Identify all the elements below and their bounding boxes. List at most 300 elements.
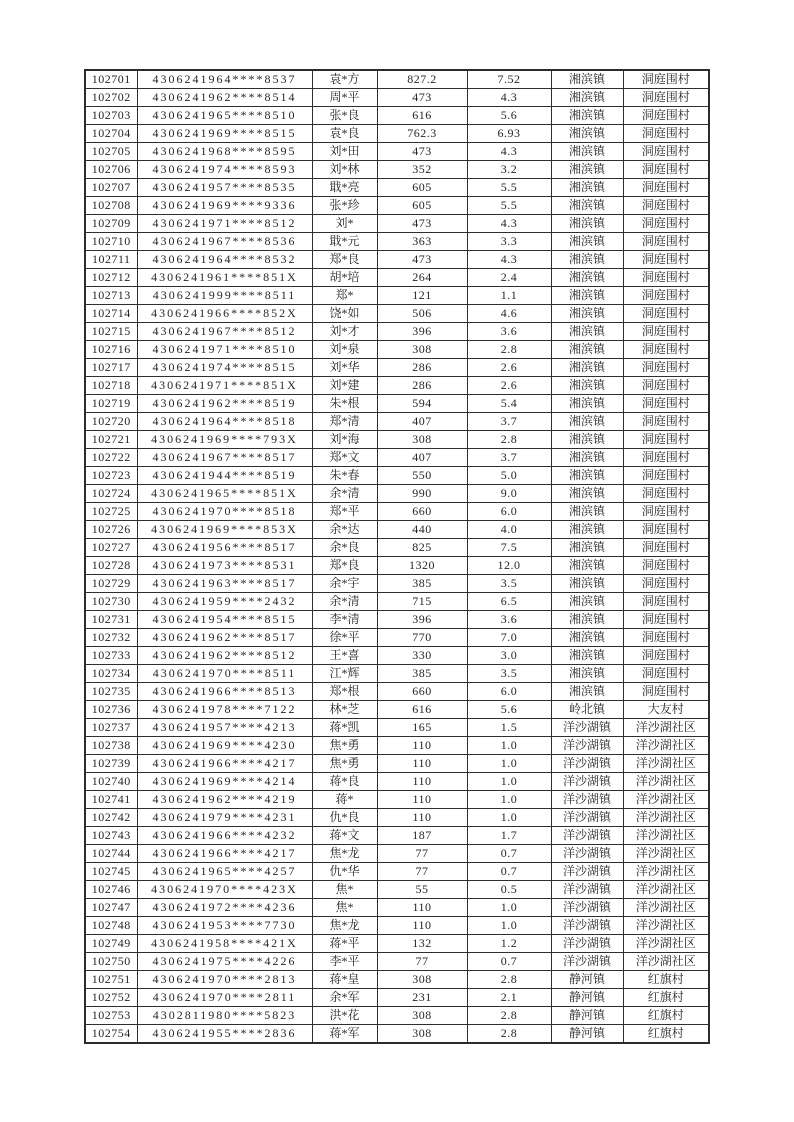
rate-cell: 2.6 [467,377,551,395]
id-cell: 4306241967****8512 [137,323,312,341]
village-cell: 洞庭围村 [623,413,709,431]
serial-cell: 102703 [85,107,137,125]
town-cell: 静河镇 [551,989,623,1007]
town-cell: 湘滨镇 [551,107,623,125]
name-cell: 刘*林 [312,161,377,179]
id-cell: 4306241971****851X [137,377,312,395]
town-cell: 湘滨镇 [551,161,623,179]
town-cell: 湘滨镇 [551,269,623,287]
village-cell: 洞庭围村 [623,269,709,287]
serial-cell: 102753 [85,1007,137,1025]
id-cell: 4306241962****8519 [137,395,312,413]
amount-cell: 308 [377,1025,467,1044]
serial-cell: 102711 [85,251,137,269]
village-cell: 洞庭围村 [623,341,709,359]
table-row [85,971,709,989]
village-cell: 洞庭围村 [623,70,709,89]
table-row [85,323,709,341]
name-cell: 刘*田 [312,143,377,161]
serial-cell: 102702 [85,89,137,107]
id-cell: 4306241964****8532 [137,251,312,269]
serial-cell: 102739 [85,755,137,773]
name-cell: 洪*花 [312,1007,377,1025]
rate-cell: 3.7 [467,449,551,467]
village-cell: 洞庭围村 [623,161,709,179]
village-cell: 红旗村 [623,971,709,989]
table-row [85,251,709,269]
amount-cell: 506 [377,305,467,323]
rate-cell: 0.7 [467,863,551,881]
id-cell: 4306241970****2813 [137,971,312,989]
serial-cell: 102747 [85,899,137,917]
name-cell: 蒋*皇 [312,971,377,989]
rate-cell: 3.6 [467,323,551,341]
id-cell: 4306241959****2432 [137,593,312,611]
amount-cell: 616 [377,107,467,125]
village-cell: 洋沙湖社区 [623,791,709,809]
town-cell: 湘滨镇 [551,683,623,701]
rate-cell: 9.0 [467,485,551,503]
town-cell: 湘滨镇 [551,125,623,143]
id-cell: 4306241962****8514 [137,89,312,107]
serial-cell: 102723 [85,467,137,485]
village-cell: 洞庭围村 [623,539,709,557]
table-row [85,467,709,485]
town-cell: 湘滨镇 [551,323,623,341]
rate-cell: 3.2 [467,161,551,179]
name-cell: 余*军 [312,989,377,1007]
town-cell: 静河镇 [551,1007,623,1025]
name-cell: 余*宇 [312,575,377,593]
name-cell: 袁*方 [312,70,377,89]
name-cell: 蒋*军 [312,1025,377,1044]
amount-cell: 440 [377,521,467,539]
id-cell: 4306241970****8511 [137,665,312,683]
rate-cell: 0.7 [467,845,551,863]
name-cell: 余*清 [312,485,377,503]
rate-cell: 5.4 [467,395,551,413]
amount-cell: 77 [377,845,467,863]
town-cell: 湘滨镇 [551,233,623,251]
town-cell: 湘滨镇 [551,629,623,647]
id-cell: 4306241969****4214 [137,773,312,791]
amount-cell: 308 [377,431,467,449]
town-cell: 湘滨镇 [551,467,623,485]
serial-cell: 102705 [85,143,137,161]
serial-cell: 102719 [85,395,137,413]
name-cell: 仇*良 [312,809,377,827]
serial-cell: 102726 [85,521,137,539]
village-cell: 洞庭围村 [623,485,709,503]
name-cell: 余*良 [312,539,377,557]
name-cell: 蒋*凯 [312,719,377,737]
serial-cell: 102736 [85,701,137,719]
town-cell: 湘滨镇 [551,377,623,395]
serial-cell: 102734 [85,665,137,683]
rate-cell: 6.93 [467,125,551,143]
village-cell: 洋沙湖社区 [623,863,709,881]
serial-cell: 102725 [85,503,137,521]
village-cell: 洋沙湖社区 [623,719,709,737]
rate-cell: 5.0 [467,467,551,485]
village-cell: 洞庭围村 [623,629,709,647]
town-cell: 湘滨镇 [551,647,623,665]
village-cell: 洞庭围村 [623,323,709,341]
table-row [85,233,709,251]
amount-cell: 55 [377,881,467,899]
table-row [85,791,709,809]
rate-cell: 7.0 [467,629,551,647]
amount-cell: 110 [377,755,467,773]
name-cell: 郑*根 [312,683,377,701]
town-cell: 湘滨镇 [551,143,623,161]
amount-cell: 286 [377,359,467,377]
town-cell: 岭北镇 [551,701,623,719]
amount-cell: 616 [377,701,467,719]
amount-cell: 110 [377,917,467,935]
id-cell: 4306241966****852X [137,305,312,323]
name-cell: 蒋*平 [312,935,377,953]
amount-cell: 473 [377,143,467,161]
town-cell: 静河镇 [551,971,623,989]
serial-cell: 102707 [85,179,137,197]
village-cell: 洞庭围村 [623,215,709,233]
amount-cell: 715 [377,593,467,611]
serial-cell: 102724 [85,485,137,503]
amount-cell: 473 [377,89,467,107]
name-cell: 张*良 [312,107,377,125]
town-cell: 洋沙湖镇 [551,827,623,845]
amount-cell: 396 [377,323,467,341]
id-cell: 4306241957****4213 [137,719,312,737]
village-cell: 洞庭围村 [623,359,709,377]
id-cell: 4306241966****8513 [137,683,312,701]
village-cell: 洞庭围村 [623,143,709,161]
rate-cell: 6.0 [467,503,551,521]
rate-cell: 2.1 [467,989,551,1007]
name-cell: 仇*华 [312,863,377,881]
name-cell: 李*清 [312,611,377,629]
name-cell: 焦*龙 [312,845,377,863]
id-cell: 4306241970****423X [137,881,312,899]
serial-cell: 102708 [85,197,137,215]
town-cell: 洋沙湖镇 [551,935,623,953]
name-cell: 郑*清 [312,413,377,431]
village-cell: 洞庭围村 [623,575,709,593]
village-cell: 洞庭围村 [623,611,709,629]
serial-cell: 102715 [85,323,137,341]
table-row [85,287,709,305]
serial-cell: 102749 [85,935,137,953]
rate-cell: 4.3 [467,215,551,233]
serial-cell: 102737 [85,719,137,737]
town-cell: 洋沙湖镇 [551,881,623,899]
town-cell: 湘滨镇 [551,89,623,107]
serial-cell: 102712 [85,269,137,287]
serial-cell: 102716 [85,341,137,359]
rate-cell: 1.1 [467,287,551,305]
rate-cell: 3.0 [467,647,551,665]
table-row [85,647,709,665]
table-row [85,431,709,449]
table-row [85,179,709,197]
village-cell: 大友村 [623,701,709,719]
town-cell: 洋沙湖镇 [551,791,623,809]
village-cell: 洞庭围村 [623,377,709,395]
rate-cell: 1.5 [467,719,551,737]
table-row [85,197,709,215]
amount-cell: 762.3 [377,125,467,143]
rate-cell: 3.6 [467,611,551,629]
village-cell: 洋沙湖社区 [623,935,709,953]
id-cell: 4306241971****8512 [137,215,312,233]
town-cell: 洋沙湖镇 [551,953,623,971]
name-cell: 蒋* [312,791,377,809]
serial-cell: 102730 [85,593,137,611]
rate-cell: 0.5 [467,881,551,899]
rate-cell: 1.0 [467,899,551,917]
id-cell: 4306241969****4230 [137,737,312,755]
village-cell: 洞庭围村 [623,251,709,269]
rate-cell: 7.5 [467,539,551,557]
id-cell: 4306241975****4226 [137,953,312,971]
table-row [85,845,709,863]
rate-cell: 1.0 [467,773,551,791]
village-cell: 洋沙湖社区 [623,953,709,971]
amount-cell: 77 [377,863,467,881]
serial-cell: 102746 [85,881,137,899]
town-cell: 湘滨镇 [551,521,623,539]
name-cell: 江*辉 [312,665,377,683]
rate-cell: 5.5 [467,179,551,197]
table-row [85,521,709,539]
village-cell: 洞庭围村 [623,647,709,665]
village-cell: 洞庭围村 [623,125,709,143]
serial-cell: 102738 [85,737,137,755]
table-row [85,989,709,1007]
rate-cell: 0.7 [467,953,551,971]
serial-cell: 102704 [85,125,137,143]
table-row [85,143,709,161]
id-cell: 4306241968****8595 [137,143,312,161]
table-row [85,161,709,179]
serial-cell: 102701 [85,70,137,89]
amount-cell: 363 [377,233,467,251]
table-row [85,575,709,593]
rate-cell: 1.2 [467,935,551,953]
id-cell: 4306241970****8518 [137,503,312,521]
amount-cell: 605 [377,179,467,197]
rate-cell: 6.0 [467,683,551,701]
rate-cell: 1.0 [467,917,551,935]
id-cell: 4306241969****9336 [137,197,312,215]
town-cell: 湘滨镇 [551,503,623,521]
village-cell: 洞庭围村 [623,449,709,467]
town-cell: 洋沙湖镇 [551,755,623,773]
amount-cell: 990 [377,485,467,503]
serial-cell: 102745 [85,863,137,881]
serial-cell: 102748 [85,917,137,935]
amount-cell: 110 [377,791,467,809]
amount-cell: 165 [377,719,467,737]
village-cell: 洞庭围村 [623,89,709,107]
name-cell: 郑*文 [312,449,377,467]
id-cell: 4306241953****7730 [137,917,312,935]
village-cell: 洞庭围村 [623,287,709,305]
table-row [85,701,709,719]
rate-cell: 3.3 [467,233,551,251]
rate-cell: 5.6 [467,107,551,125]
table-row [85,413,709,431]
table-row [85,809,709,827]
amount-cell: 330 [377,647,467,665]
id-cell: 4306241962****8517 [137,629,312,647]
serial-cell: 102710 [85,233,137,251]
town-cell: 湘滨镇 [551,449,623,467]
table-row [85,827,709,845]
id-cell: 4306241969****8515 [137,125,312,143]
village-cell: 洞庭围村 [623,305,709,323]
serial-cell: 102741 [85,791,137,809]
town-cell: 洋沙湖镇 [551,899,623,917]
id-cell: 4306241973****8531 [137,557,312,575]
amount-cell: 605 [377,197,467,215]
id-cell: 4306241966****4217 [137,755,312,773]
rate-cell: 1.0 [467,737,551,755]
village-cell: 洞庭围村 [623,503,709,521]
name-cell: 刘*才 [312,323,377,341]
name-cell: 刘*海 [312,431,377,449]
table-row [85,539,709,557]
serial-cell: 102751 [85,971,137,989]
amount-cell: 827.2 [377,70,467,89]
name-cell: 饶*如 [312,305,377,323]
name-cell: 朱*春 [312,467,377,485]
amount-cell: 132 [377,935,467,953]
town-cell: 湘滨镇 [551,251,623,269]
rate-cell: 2.8 [467,341,551,359]
amount-cell: 396 [377,611,467,629]
serial-cell: 102750 [85,953,137,971]
name-cell: 蒋*文 [312,827,377,845]
village-cell: 洋沙湖社区 [623,881,709,899]
id-cell: 4306241969****853X [137,521,312,539]
table-row [85,503,709,521]
table-row [85,1025,709,1044]
name-cell: 张*珍 [312,197,377,215]
serial-cell: 102742 [85,809,137,827]
serial-cell: 102729 [85,575,137,593]
amount-cell: 110 [377,809,467,827]
rate-cell: 4.3 [467,89,551,107]
table-row [85,1007,709,1025]
town-cell: 洋沙湖镇 [551,917,623,935]
table-row [85,377,709,395]
table-row [85,665,709,683]
table-row [85,125,709,143]
village-cell: 洋沙湖社区 [623,899,709,917]
town-cell: 湘滨镇 [551,575,623,593]
id-cell: 4306241966****4217 [137,845,312,863]
town-cell: 静河镇 [551,1025,623,1044]
serial-cell: 102721 [85,431,137,449]
id-cell: 4306241964****8518 [137,413,312,431]
name-cell: 戢*亮 [312,179,377,197]
table-row [85,755,709,773]
town-cell: 湘滨镇 [551,395,623,413]
table-row [85,269,709,287]
id-cell: 4306241965****851X [137,485,312,503]
id-cell: 4306241999****8511 [137,287,312,305]
serial-cell: 102735 [85,683,137,701]
name-cell: 刘*泉 [312,341,377,359]
rate-cell: 4.6 [467,305,551,323]
id-cell: 4306241958****421X [137,935,312,953]
serial-cell: 102740 [85,773,137,791]
village-cell: 红旗村 [623,1025,709,1044]
serial-cell: 102714 [85,305,137,323]
amount-cell: 352 [377,161,467,179]
town-cell: 湘滨镇 [551,485,623,503]
name-cell: 刘*华 [312,359,377,377]
name-cell: 徐*平 [312,629,377,647]
name-cell: 焦* [312,899,377,917]
name-cell: 郑*平 [312,503,377,521]
name-cell: 朱*根 [312,395,377,413]
rate-cell: 4.3 [467,251,551,269]
serial-cell: 102718 [85,377,137,395]
table-row [85,917,709,935]
name-cell: 余*达 [312,521,377,539]
id-cell: 4306241962****4219 [137,791,312,809]
town-cell: 洋沙湖镇 [551,863,623,881]
name-cell: 戢*元 [312,233,377,251]
id-cell: 4306241966****4232 [137,827,312,845]
table-row [85,593,709,611]
village-cell: 洋沙湖社区 [623,845,709,863]
name-cell: 焦* [312,881,377,899]
id-cell: 4306241967****8536 [137,233,312,251]
town-cell: 湘滨镇 [551,611,623,629]
serial-cell: 102728 [85,557,137,575]
table-row [85,899,709,917]
name-cell: 刘*建 [312,377,377,395]
town-cell: 洋沙湖镇 [551,773,623,791]
town-cell: 湘滨镇 [551,215,623,233]
id-cell: 4306241972****4236 [137,899,312,917]
table-row [85,89,709,107]
amount-cell: 770 [377,629,467,647]
id-cell: 4306241956****8517 [137,539,312,557]
town-cell: 湘滨镇 [551,665,623,683]
amount-cell: 187 [377,827,467,845]
amount-cell: 308 [377,971,467,989]
amount-cell: 594 [377,395,467,413]
rate-cell: 1.0 [467,791,551,809]
name-cell: 刘* [312,215,377,233]
table-row [85,611,709,629]
name-cell: 郑* [312,287,377,305]
village-cell: 洞庭围村 [623,431,709,449]
id-cell: 4306241944****8519 [137,467,312,485]
amount-cell: 110 [377,899,467,917]
id-cell: 4306241969****793X [137,431,312,449]
town-cell: 洋沙湖镇 [551,737,623,755]
table-row [85,557,709,575]
table-row [85,953,709,971]
name-cell: 胡*培 [312,269,377,287]
town-cell: 湘滨镇 [551,179,623,197]
